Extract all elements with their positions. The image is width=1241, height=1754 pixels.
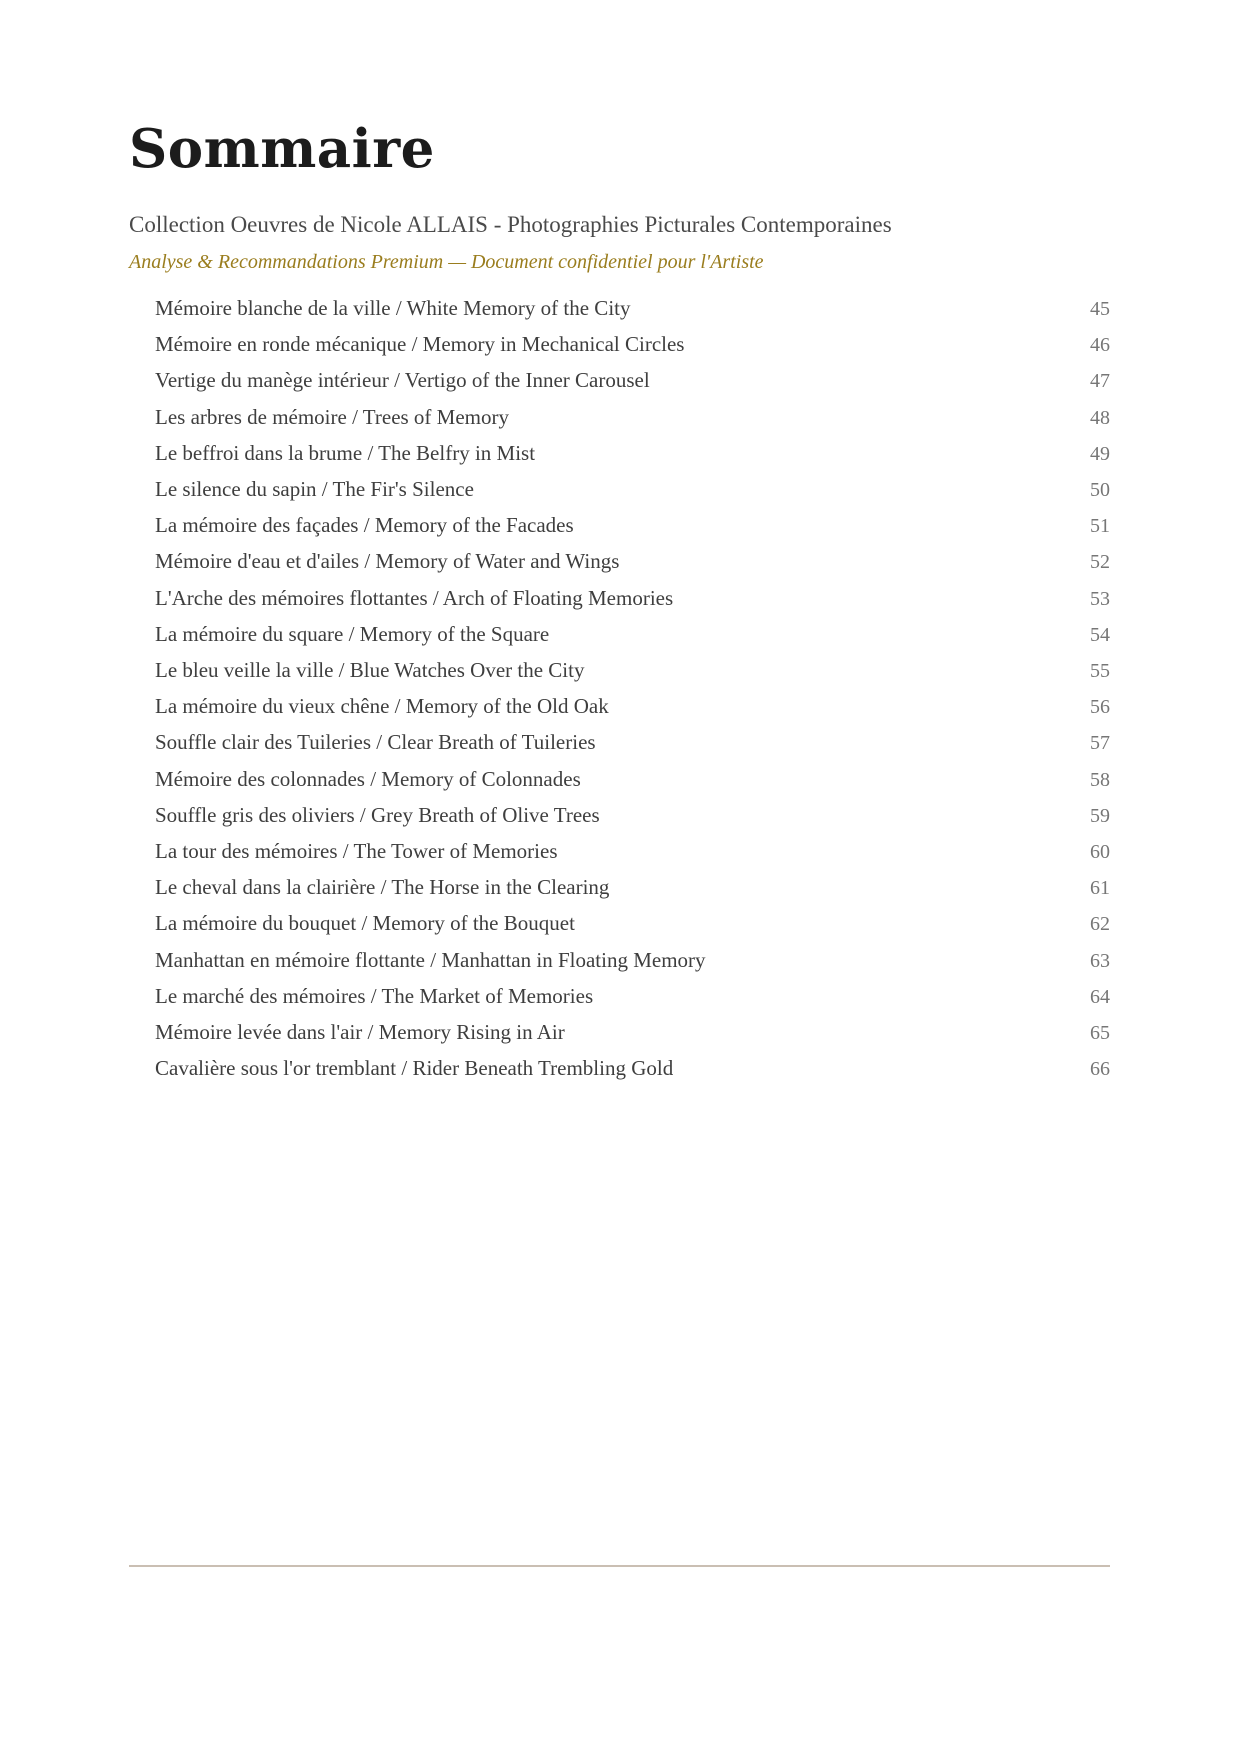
toc-entry-label: Mémoire des colonnades / Memory of Colonnades <box>155 766 581 791</box>
toc-entry-label: L'Arche des mémoires flottantes / Arch of Floating Memories <box>155 585 674 610</box>
toc-entry-page-number: 65 <box>1090 1021 1110 1044</box>
toc-entry[interactable] <box>155 762 1110 798</box>
toc-entry[interactable] <box>155 943 1110 979</box>
toc-entry[interactable] <box>155 1051 1110 1087</box>
toc-entry-label: Le silence du sapin / The Fir's Silence <box>155 476 474 501</box>
toc-entry-label: Les arbres de mémoire / Trees of Memory <box>155 404 509 429</box>
toc-entry[interactable] <box>155 653 1110 689</box>
toc-entry-page-number: 54 <box>1090 623 1110 646</box>
toc-entry-label: Manhattan en mémoire flottante / Manhattan in Floating Memory <box>155 947 706 972</box>
toc-entry-page-number: 64 <box>1090 985 1110 1008</box>
toc-entry-page-number: 66 <box>1090 1058 1110 1081</box>
toc-entry-label: Le marché des mémoires / The Market of Memories <box>155 983 594 1008</box>
toc-entry-label: Souffle gris des oliviers / Grey Breath of Olive Trees <box>155 802 600 827</box>
toc-entry-label: Cavalière sous l'or tremblant / Rider Beneath Trembling Gold <box>155 1056 674 1081</box>
confidential-note: Analyse & Recommandations Premium — Document confidentiel pour l'Artiste <box>129 250 764 273</box>
toc-entry-page-number: 58 <box>1090 768 1110 791</box>
toc-entry[interactable] <box>155 725 1110 761</box>
toc-entry-label: Mémoire blanche de la ville / White Memory of the City <box>155 295 631 320</box>
toc-entry-page-number: 53 <box>1090 587 1110 610</box>
toc-entry-page-number: 55 <box>1090 659 1110 682</box>
toc-entry[interactable] <box>155 291 1110 327</box>
toc-entry-page-number: 50 <box>1090 478 1110 501</box>
toc-entry-page-number: 60 <box>1090 840 1110 863</box>
toc-entry-label: Le beffroi dans la brume / The Belfry in Mist <box>155 440 536 465</box>
toc-entry[interactable] <box>155 400 1110 436</box>
toc-entry-page-number: 62 <box>1090 913 1110 936</box>
toc-entry-label: Mémoire d'eau et d'ailes / Memory of Water and Wings <box>155 549 620 574</box>
toc-entry[interactable] <box>155 327 1110 363</box>
toc-entry-label: Mémoire en ronde mécanique / Memory in Mechanical Circles <box>155 332 685 357</box>
toc-entry[interactable] <box>155 436 1110 472</box>
toc-entry[interactable] <box>155 581 1110 617</box>
page-title: Sommaire <box>129 118 435 180</box>
toc-entry-page-number: 48 <box>1090 406 1110 429</box>
toc-entry[interactable] <box>155 508 1110 544</box>
toc-entry-page-number: 46 <box>1090 334 1110 357</box>
toc-entry-page-number: 47 <box>1090 370 1110 393</box>
toc-entry-page-number: 61 <box>1090 877 1110 900</box>
toc-entry[interactable] <box>155 906 1110 942</box>
toc-entry-label: Vertige du manège intérieur / Vertigo of the Inner Carousel <box>155 368 650 393</box>
toc-entry-label: La tour des mémoires / The Tower of Memories <box>155 838 558 863</box>
toc-entry-page-number: 49 <box>1090 442 1110 465</box>
toc-entry-label: Le cheval dans la clairière / The Horse in the Clearing <box>155 875 610 900</box>
toc-content <box>129 118 1110 1087</box>
toc-entry[interactable] <box>155 979 1110 1015</box>
toc-entry-label: La mémoire des façades / Memory of the Facades <box>155 513 574 538</box>
toc-entry-page-number: 56 <box>1090 696 1110 719</box>
toc-entry-label: Souffle clair des Tuileries / Clear Breath of Tuileries <box>155 730 596 755</box>
toc-entry-page-number: 59 <box>1090 804 1110 827</box>
toc-entry-page-number: 51 <box>1090 515 1110 538</box>
toc-entry[interactable] <box>155 1015 1110 1051</box>
toc-entry-page-number: 63 <box>1090 949 1110 972</box>
toc-entry-label: La mémoire du square / Memory of the Square <box>155 621 550 646</box>
toc-entry[interactable] <box>155 617 1110 653</box>
toc-entry[interactable] <box>155 363 1110 399</box>
footer-divider <box>129 1565 1110 1567</box>
collection-subtitle: Collection Oeuvres de Nicole ALLAIS - Photographies Picturales Contemporaines <box>129 212 892 237</box>
toc-entry-label: Mémoire levée dans l'air / Memory Rising in Air <box>155 1019 565 1044</box>
toc-entry[interactable] <box>155 798 1110 834</box>
toc-entry-page-number: 57 <box>1090 732 1110 755</box>
toc-list <box>129 291 1110 1087</box>
toc-entry-label: Le bleu veille la ville / Blue Watches Over the City <box>155 657 585 682</box>
toc-entry-page-number: 45 <box>1090 297 1110 320</box>
toc-entry-label: La mémoire du vieux chêne / Memory of the Old Oak <box>155 694 609 719</box>
toc-entry-page-number: 52 <box>1090 551 1110 574</box>
toc-entry[interactable] <box>155 472 1110 508</box>
toc-entry-label: La mémoire du bouquet / Memory of the Bouquet <box>155 911 575 936</box>
toc-entry[interactable] <box>155 834 1110 870</box>
toc-entry[interactable] <box>155 544 1110 580</box>
toc-entry[interactable] <box>155 689 1110 725</box>
toc-entry[interactable] <box>155 870 1110 906</box>
